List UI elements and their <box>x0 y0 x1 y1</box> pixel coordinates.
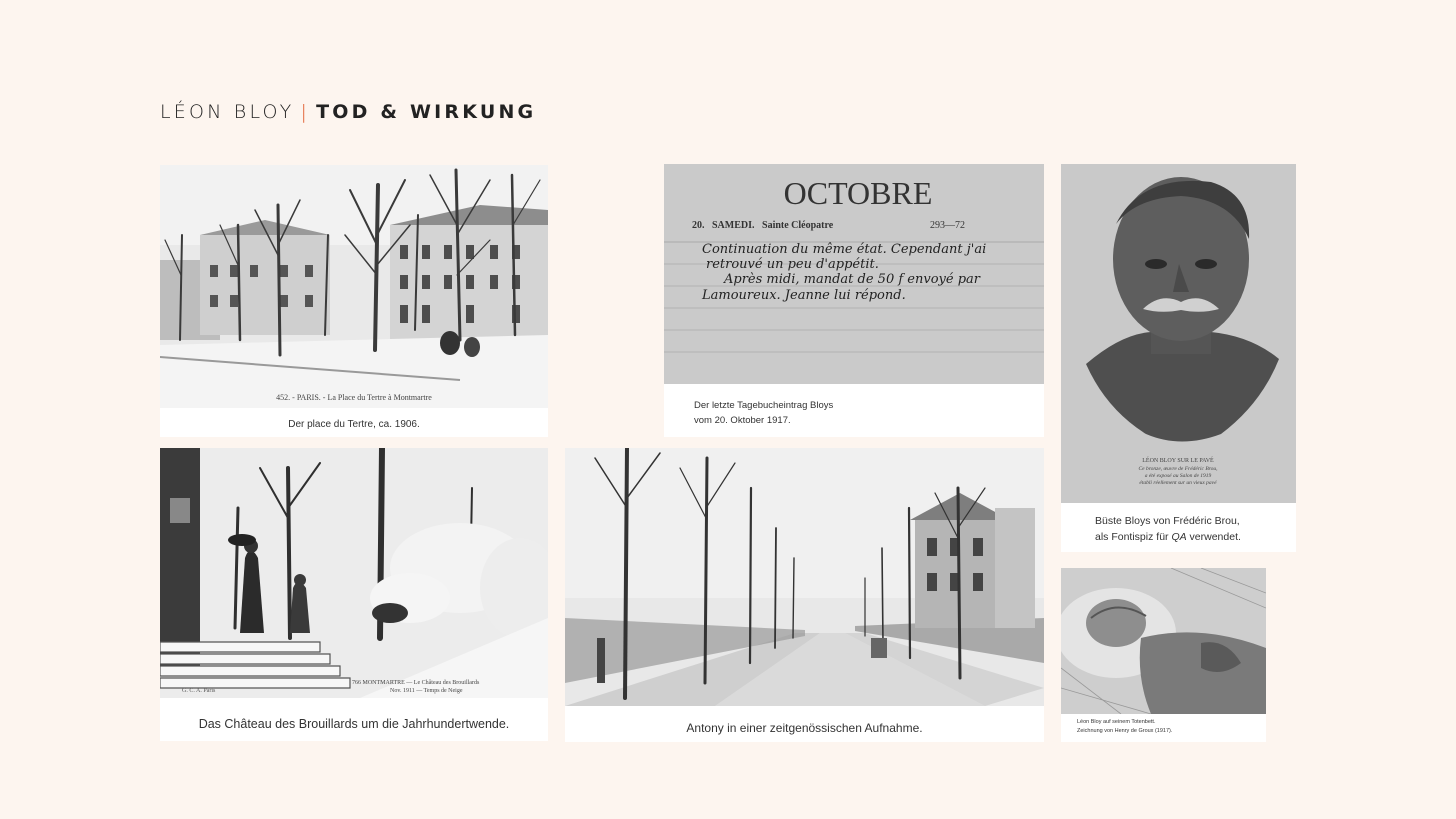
title-topic: TOD & WIRKUNG <box>316 101 537 123</box>
diary-caption-line: vom 20. Oktober 1917. <box>694 415 791 426</box>
photo-card-place-du-tertre <box>160 165 548 437</box>
chateau-printed-right-line1: 766 MONTMARTRE — Le Château des Brouillards <box>352 680 480 686</box>
diary-day-numbers: 293—72 <box>930 220 965 231</box>
bust-plate-title: LÉON BLOY SUR LE PAVÉ <box>1142 458 1214 464</box>
bust-plate-line: établi réellement sur un vieux pavé <box>1139 480 1217 486</box>
bust-plate-line: Ce bronze, œuvre de Frédéric Brou, <box>1138 466 1218 472</box>
diary-month: OCTOBRE <box>783 175 933 211</box>
photo-card-antony <box>565 448 1044 742</box>
photo-card-chateau <box>160 448 548 741</box>
deathbed-drawing <box>1061 568 1266 714</box>
chateau-printed-right-line2: Nov. 1911 — Temps de Neige <box>390 688 463 694</box>
title-separator: | <box>300 101 311 123</box>
deathbed-caption-line: Léon Bloy auf seinem Totenbett. <box>1077 719 1156 725</box>
title-author: LÉON BLOY <box>160 101 295 123</box>
photo-card-deathbed <box>1061 568 1266 742</box>
diary-handwriting-line: Continuation du même état. Cependant j'ai <box>702 242 987 257</box>
bust-plate-line: a été exposé au Salon de 1919 <box>1144 473 1212 479</box>
bust-caption-emphasis: QA <box>1171 531 1187 543</box>
place-du-tertre-caption: Der place du Tertre, ca. 1906. <box>288 419 420 430</box>
chateau-photo <box>160 448 548 698</box>
chateau-printed-left: G. C. A. Paris <box>182 688 216 694</box>
page-title <box>160 101 536 123</box>
chateau-caption: Das Château des Brouillards um die Jahrhundertwende. <box>198 717 510 731</box>
antony-caption: Antony in einer zeitgenössischen Aufnahme. <box>686 721 923 735</box>
diary-caption-line: Der letzte Tagebucheintrag Bloys <box>694 400 834 411</box>
antony-photo <box>565 448 1044 706</box>
place-du-tertre-photo <box>160 165 548 408</box>
diary-handwriting-line: Après midi, mandat de 50 f envoyé par <box>724 272 980 287</box>
deathbed-caption-line: Zeichnung von Henry de Groux (1917). <box>1077 728 1173 734</box>
bust-photo <box>1061 164 1296 503</box>
diary-handwriting-line: Lamoureux. Jeanne lui répond. <box>702 288 906 303</box>
bust-caption-line1: Büste Bloys von Frédéric Brou, <box>1095 515 1240 527</box>
bust-caption-line2: als Fontispiz für QA verwendet. <box>1095 531 1241 543</box>
photo-card-bust <box>1061 164 1296 552</box>
place-du-tertre-printed-label: 452. - PARIS. - La Place du Tertre à Montmartre <box>276 393 432 402</box>
diary-day-line: 20. SAMEDI. Sainte Cléopatre <box>692 220 834 231</box>
diary-photo <box>664 164 1044 384</box>
photo-card-diary <box>664 164 1044 437</box>
diary-handwriting-line: retrouvé un peu d'appétit. <box>706 257 879 272</box>
